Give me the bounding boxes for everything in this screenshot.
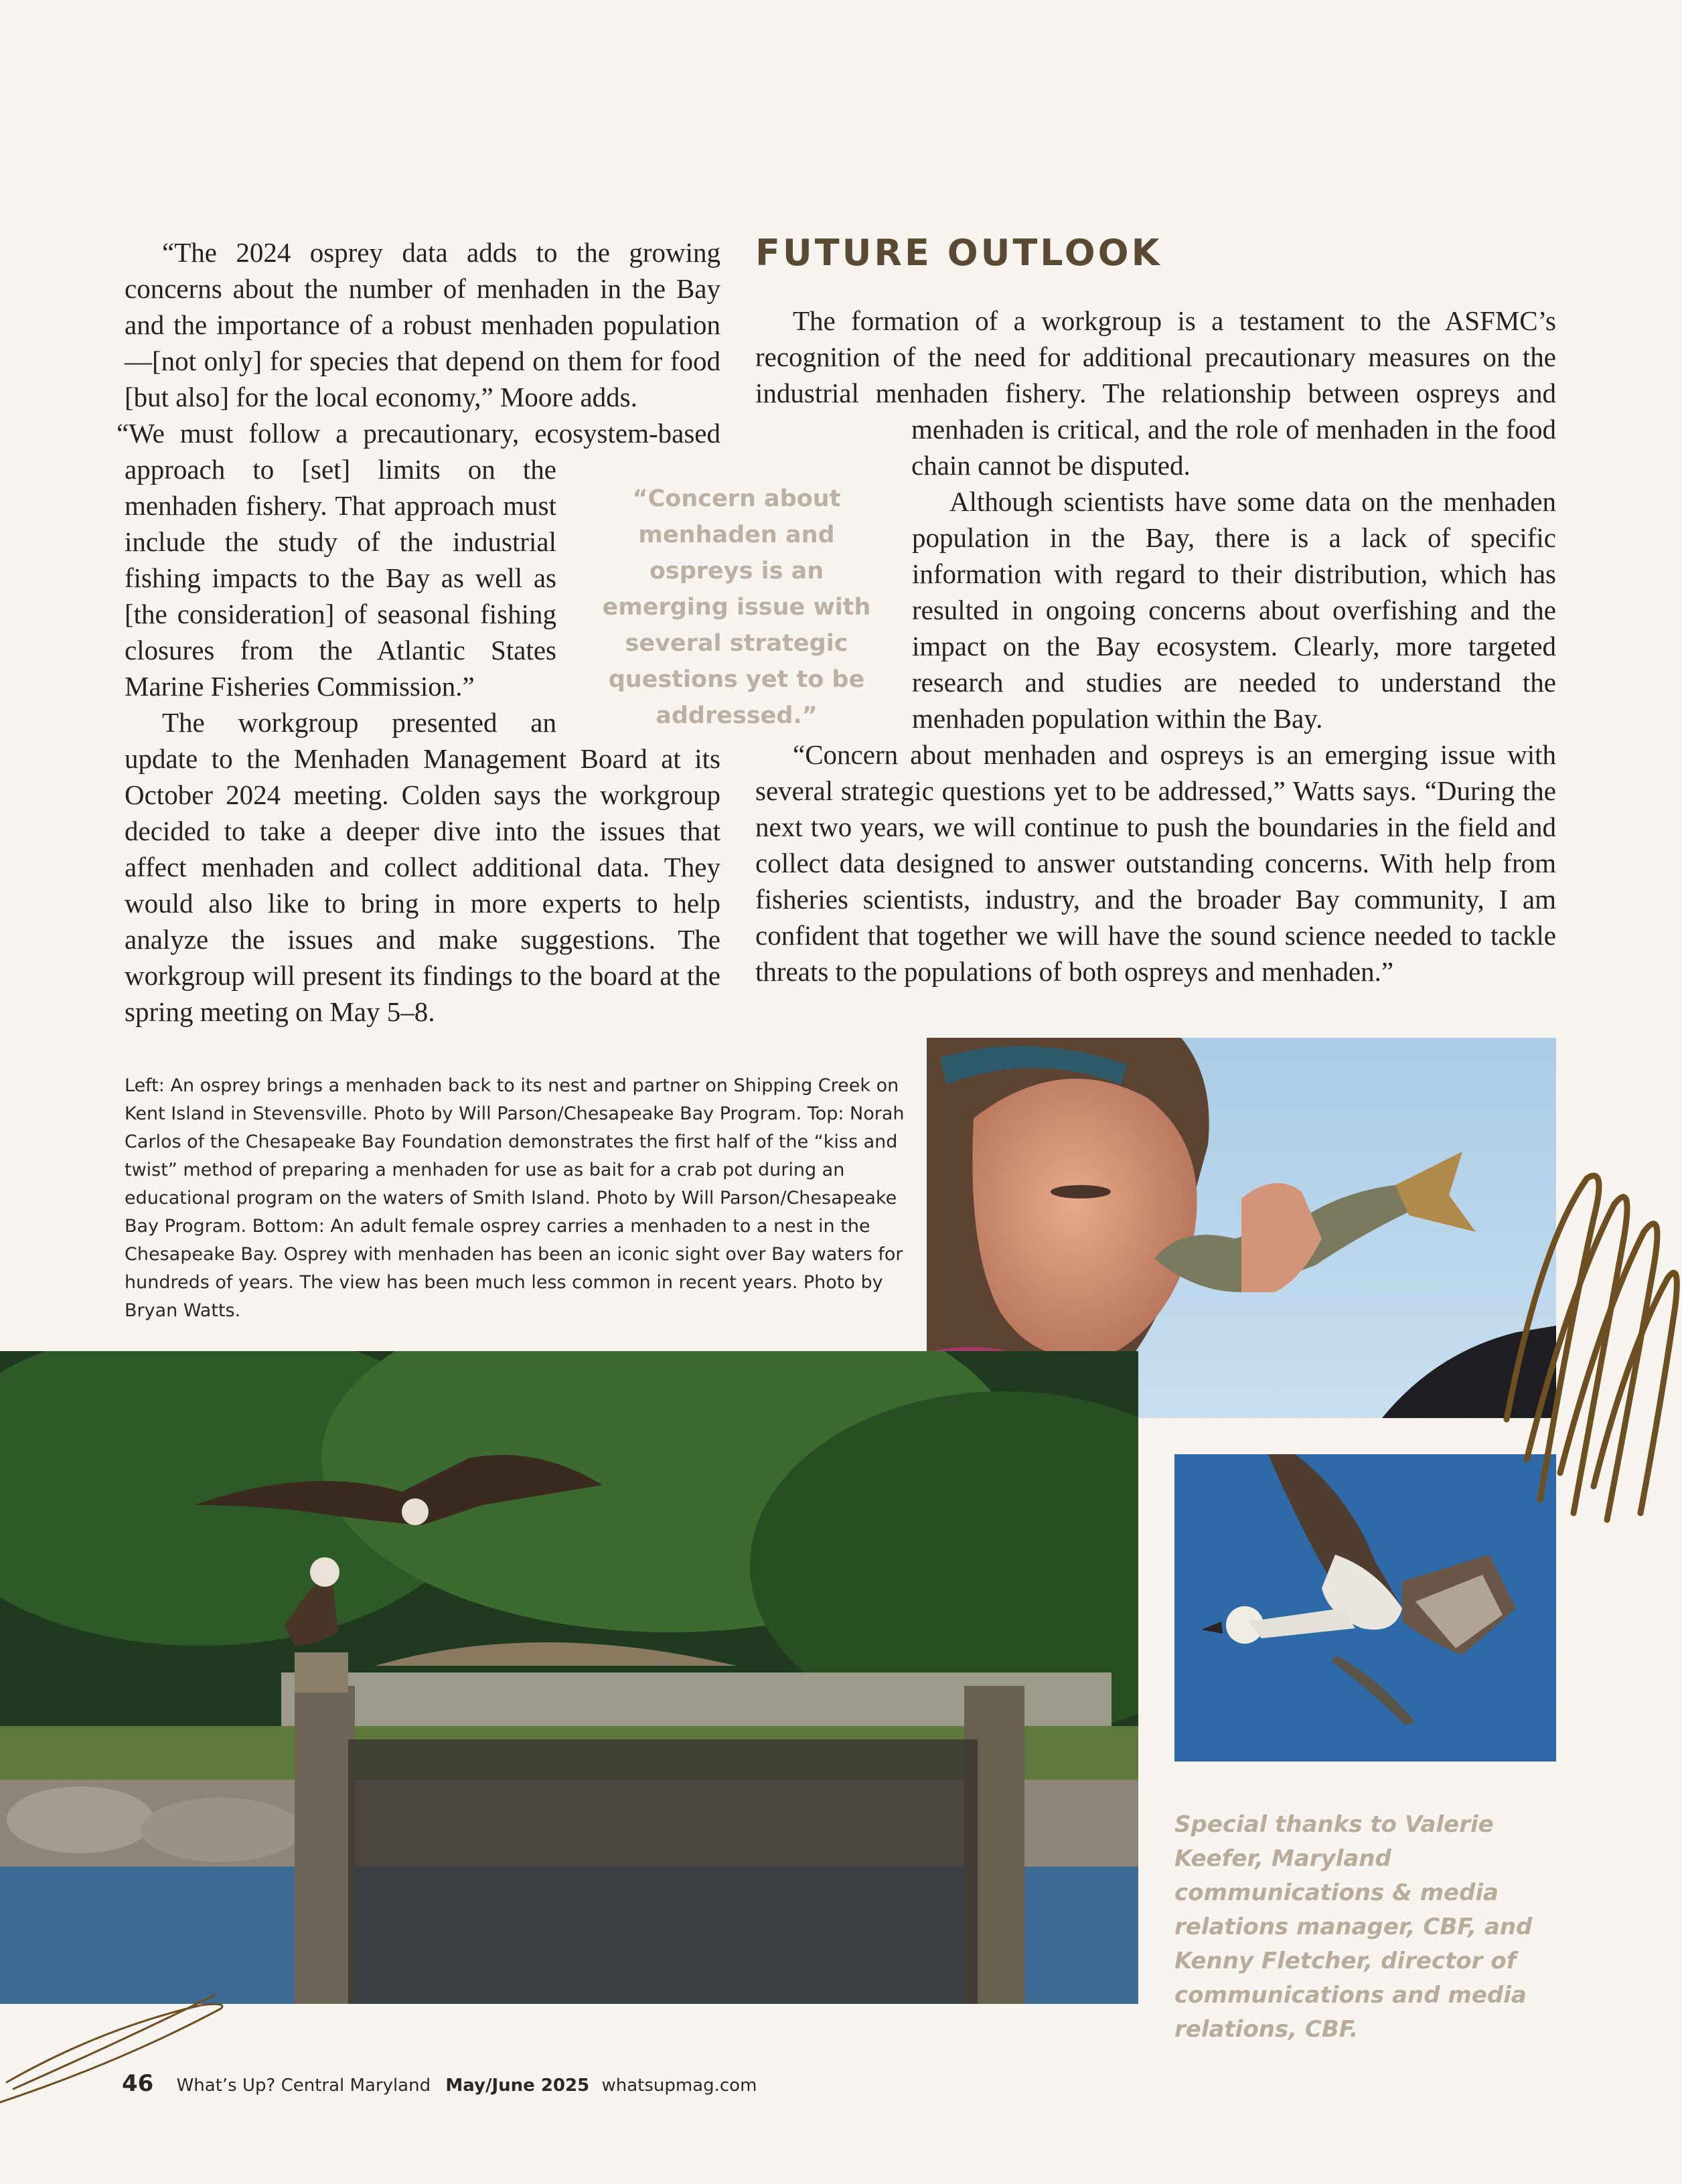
publication-name: What’s Up? Central Maryland xyxy=(176,2076,431,2096)
right-paragraph-1-text: The formation of a workgroup is a testament to the ASFMC’s recognition of the need for additional precautionary measures on the industrial menhaden fishery. The relationship between ospreys and menhaden is critical, and the role of menhaden in the food chain cannot be disputed. xyxy=(755,305,1556,481)
section-title: FUTURE OUTLOOK xyxy=(755,232,1162,274)
website-link[interactable]: whatsupmag.com xyxy=(601,2076,757,2096)
issue-date: May/June 2025 xyxy=(445,2076,590,2096)
right-paragraph-3: “Concern about menhaden and ospreys is an emerging issue with several strategic questions yet to be addressed,” Watts says. “During the next two years, we will continue to push the boundaries in the field and collect data designed to answer outstanding concerns. With help from fisheries scientists, industry, and the broader Bay community, I am confident that together we will have the sound science needed to tackle threats to the populations of both ospreys and menhaden.” xyxy=(755,739,1556,987)
osprey-nest-photo xyxy=(0,1351,1138,2004)
left-paragraph-3 xyxy=(125,704,720,1030)
left-paragraph-3-text: The workgroup presented an update to the Menhaden Management Board at its October 2024 meeting. Colden says the workgroup decided to take a deeper dive into the issues that affect menhaden and collect additional data. They would also like to bring in more experts to help analyze the issues and make suggestions. The workgroup will present its findings to the board at the spring meeting on May 5–8. xyxy=(125,707,720,1027)
special-thanks-note: Special thanks to Valerie Keefer, Maryland communications & media relations manager, CBF, and Kenny Fletcher, director of communications and media relations, CBF. xyxy=(1174,1811,1533,2043)
right-paragraph-1 xyxy=(755,303,1556,510)
photo-caption: Left: An osprey brings a menhaden back to its nest and partner on Shipping Creek on Kent Island in Stevensville. Photo by Will Parson/Chesapeake Bay Program. Top: Norah Carlos of the Chesapeake Bay Foundation demonstrates the first half of the “kiss and twist” method of preparing a menhaden for use as bait for a crab pot during an educational program on the waters of Smith Island. Photo by Will Parson/Chesapeake Bay Program. Bottom: An adult female osprey carries a menhaden to a nest in the Chesapeake Bay. Osprey with menhaden has been an iconic sight over Bay waters for hundreds of years. The view has been much less common in recent years. Photo by Bryan Watts. xyxy=(125,1075,905,1321)
page-footer xyxy=(122,2070,757,2097)
page-number: 46 xyxy=(122,2070,154,2097)
left-paragraph-1: “The 2024 osprey data adds to the growing concerns about the number of menhaden in the Bay and the importance of a robust menhaden population—[not only] for species that depend on them for food [but also] for the local economy,” Moore adds. xyxy=(125,237,720,412)
brown-scribble-decoration xyxy=(1500,1165,1682,1527)
right-paragraph-2: Although scientists have some data on the menhaden population in the Bay, there is a lack of specific information with regard to their distribution, which has resulted in ongoing concerns about overfishing and the impact on the Bay ecosystem. Clearly, more targeted research and studies are needed to understand the menhaden population within the Bay. xyxy=(912,486,1556,734)
osprey-flight-photo xyxy=(1174,1454,1556,1762)
pull-quote: “Concern about menhaden and ospreys is an emerging issue with several strategic questions yet to be addressed.” xyxy=(602,485,871,729)
left-paragraph-2: “We must follow a precautionary, ecosystem-based approach to [set] limits on the menhaden fishery. That approach must include the study of the industrial fishing impacts to the Bay as well as [the consideration] of seasonal fishing closures from the Atlantic States Marine Fisheries Commission.” xyxy=(117,418,720,702)
